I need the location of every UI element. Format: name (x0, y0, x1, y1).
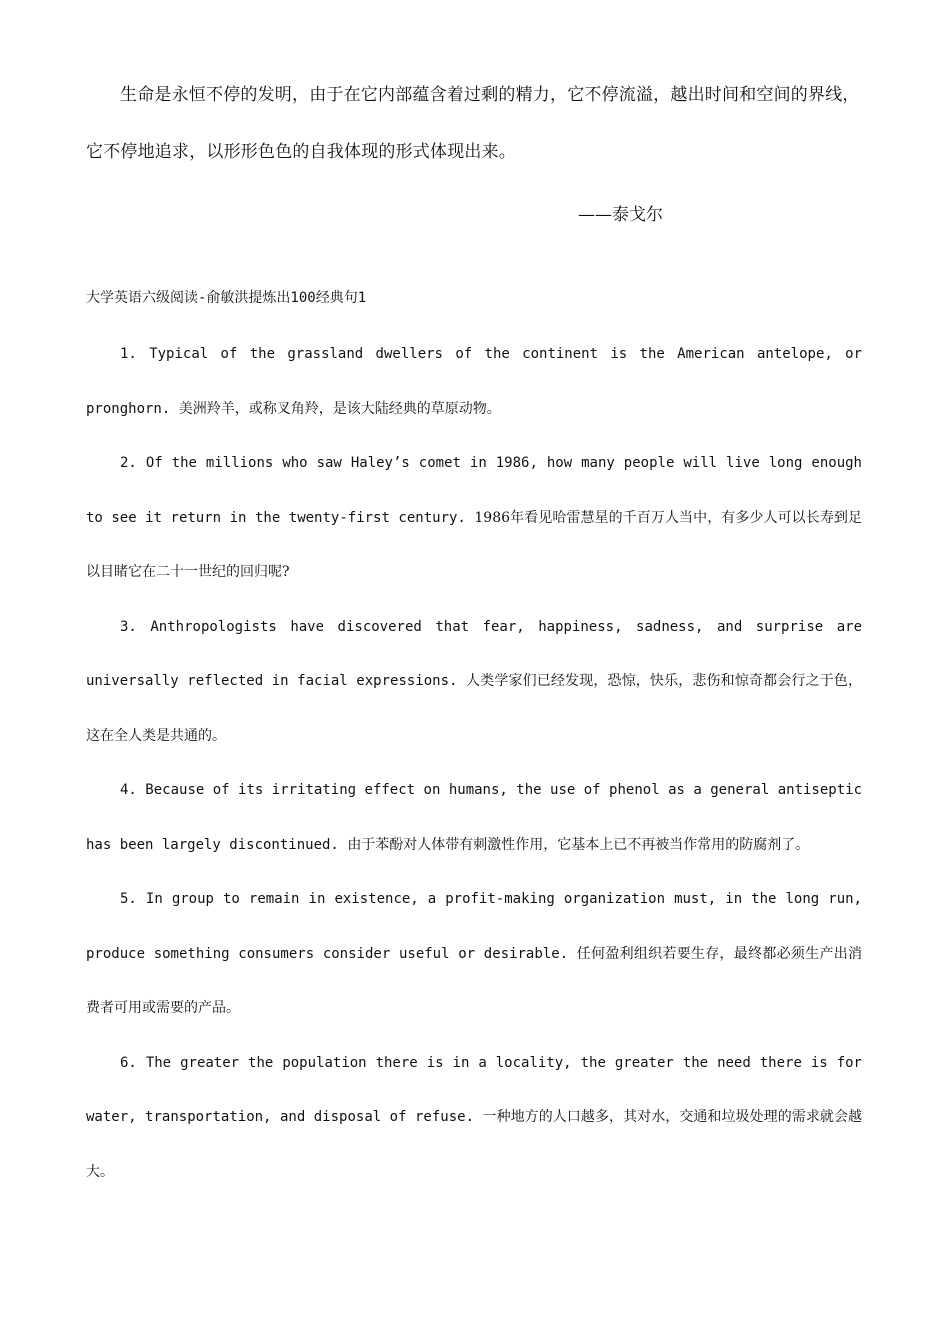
sentence-4-english: 4. Because of its irritating effect on humans, the use of phenol as a general antiseptic has been largely discontinued. (86, 782, 862, 853)
sentence-2-english: 2. Of the millions who saw Haley’s comet in 1986, how many people will live long enough to see it return in the twenty-first century. (86, 455, 862, 526)
sentence-3 (86, 600, 862, 764)
section-heading: 大学英语六级阅读-俞敏洪提炼出100经典句1 (86, 290, 367, 306)
sentence-1-chinese: 美洲羚羊，或称叉角羚，是该大陆经典的草原动物。 (178, 400, 501, 417)
sentence-6 (86, 1036, 862, 1200)
quote-attribution: ——泰戈尔 (578, 205, 663, 225)
sentence-3-english: 3. Anthropologists have discovered that fear, happiness, sadness, and surprise are universally reflected in facial expressions. (86, 618, 862, 689)
sentence-5 (86, 872, 862, 1036)
sentence-6-english: 6. The greater the population there is in a locality, the greater the need there is for water, transportation, and disposal of refuse. (86, 1054, 862, 1125)
sentence-5-chinese: 任何盈利组织若要生存，最终都必须生产出消费者可用或需要的产品。 (86, 945, 863, 1016)
sentence-1 (86, 327, 862, 436)
quote-text: 生命是永恒不停的发明，由于在它内部蕴含着过剩的精力，它不停流溢，越出时间和空间的界线，它不停地追求，以形形色色的自我体现的形式体现出来。 (86, 85, 860, 162)
sentence-4 (86, 763, 862, 872)
sentence-6-chinese: 一种地方的人口越多，其对水，交通和垃圾处理的需求就会越大。 (86, 1109, 862, 1180)
sentence-list (86, 327, 862, 1199)
sentence-1-english: 1. Typical of the grassland dwellers of the continent is the American antelope, or pronghorn. (86, 346, 862, 417)
sentence-4-chinese: 由于苯酚对人体带有刺激性作用，它基本上已不再被当作常用的防腐剂了。 (347, 836, 810, 853)
sentence-2-chinese: 1986年看见哈雷慧星的千百万人当中，有多少人可以长寿到足以目睹它在二十一世纪的回归呢? (86, 509, 862, 580)
sentence-3-chinese: 人类学家们已经发现，恐惊，快乐，悲伤和惊奇都会行之于色，这在全人类是共通的。 (86, 673, 862, 744)
sentence-5-english: 5. In group to remain in existence, a profit-making organization must, in the long run, produce something consumers consider useful or desirable. (86, 891, 862, 962)
sentence-2 (86, 436, 862, 600)
